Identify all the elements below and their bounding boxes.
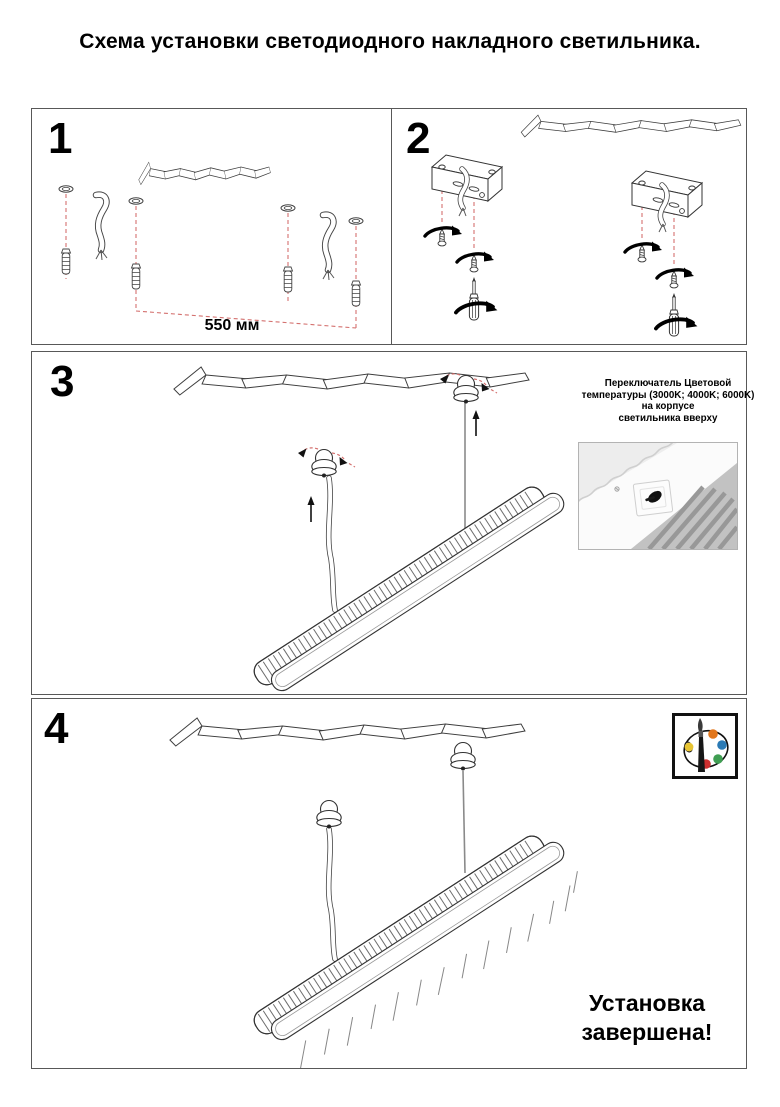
linear-luminaire bbox=[250, 475, 568, 694]
step-1-number: 1 bbox=[48, 114, 73, 163]
step-3-panel bbox=[31, 351, 755, 695]
ceiling-zigzag bbox=[139, 162, 271, 184]
screw-detail bbox=[615, 487, 619, 491]
up-arrow bbox=[473, 410, 480, 436]
power-wire bbox=[323, 215, 334, 280]
cct-switch-note: Переключатель Цветовой температуры (3000K; 4000K; 6000K) на корпусе светильника вверху bbox=[581, 378, 755, 424]
step-2-number: 2 bbox=[406, 114, 431, 163]
cct-switch-photo bbox=[578, 442, 738, 550]
step-4-panel bbox=[31, 698, 747, 1069]
ceiling-zigzag bbox=[170, 718, 525, 746]
switch-photo-drawing bbox=[579, 443, 737, 549]
cct-toggle-switch bbox=[633, 480, 673, 516]
suspension-cable bbox=[463, 771, 465, 873]
page-title: Схема установки светодиодного накладного светильника. bbox=[79, 30, 701, 53]
completion-text: Установка завершена! bbox=[581, 990, 713, 1046]
power-wire bbox=[96, 195, 107, 260]
dimension-label: 550 мм bbox=[204, 317, 260, 334]
step-4-number: 4 bbox=[44, 704, 69, 753]
ceiling-canopy bbox=[317, 801, 341, 829]
step-3-number: 3 bbox=[50, 357, 75, 406]
step-2-drawing bbox=[392, 109, 746, 344]
up-arrow bbox=[308, 496, 315, 522]
ceiling-canopy bbox=[312, 450, 336, 478]
step-2-panel bbox=[391, 108, 747, 345]
step-1-drawing bbox=[32, 109, 391, 344]
ceiling-canopy bbox=[451, 743, 475, 771]
color-palette-icon bbox=[672, 713, 738, 779]
bracket-assembly-right bbox=[625, 171, 702, 336]
ceiling-zigzag bbox=[521, 115, 741, 137]
step-1-panel bbox=[31, 108, 392, 345]
bracket-assembly-left bbox=[425, 155, 502, 320]
